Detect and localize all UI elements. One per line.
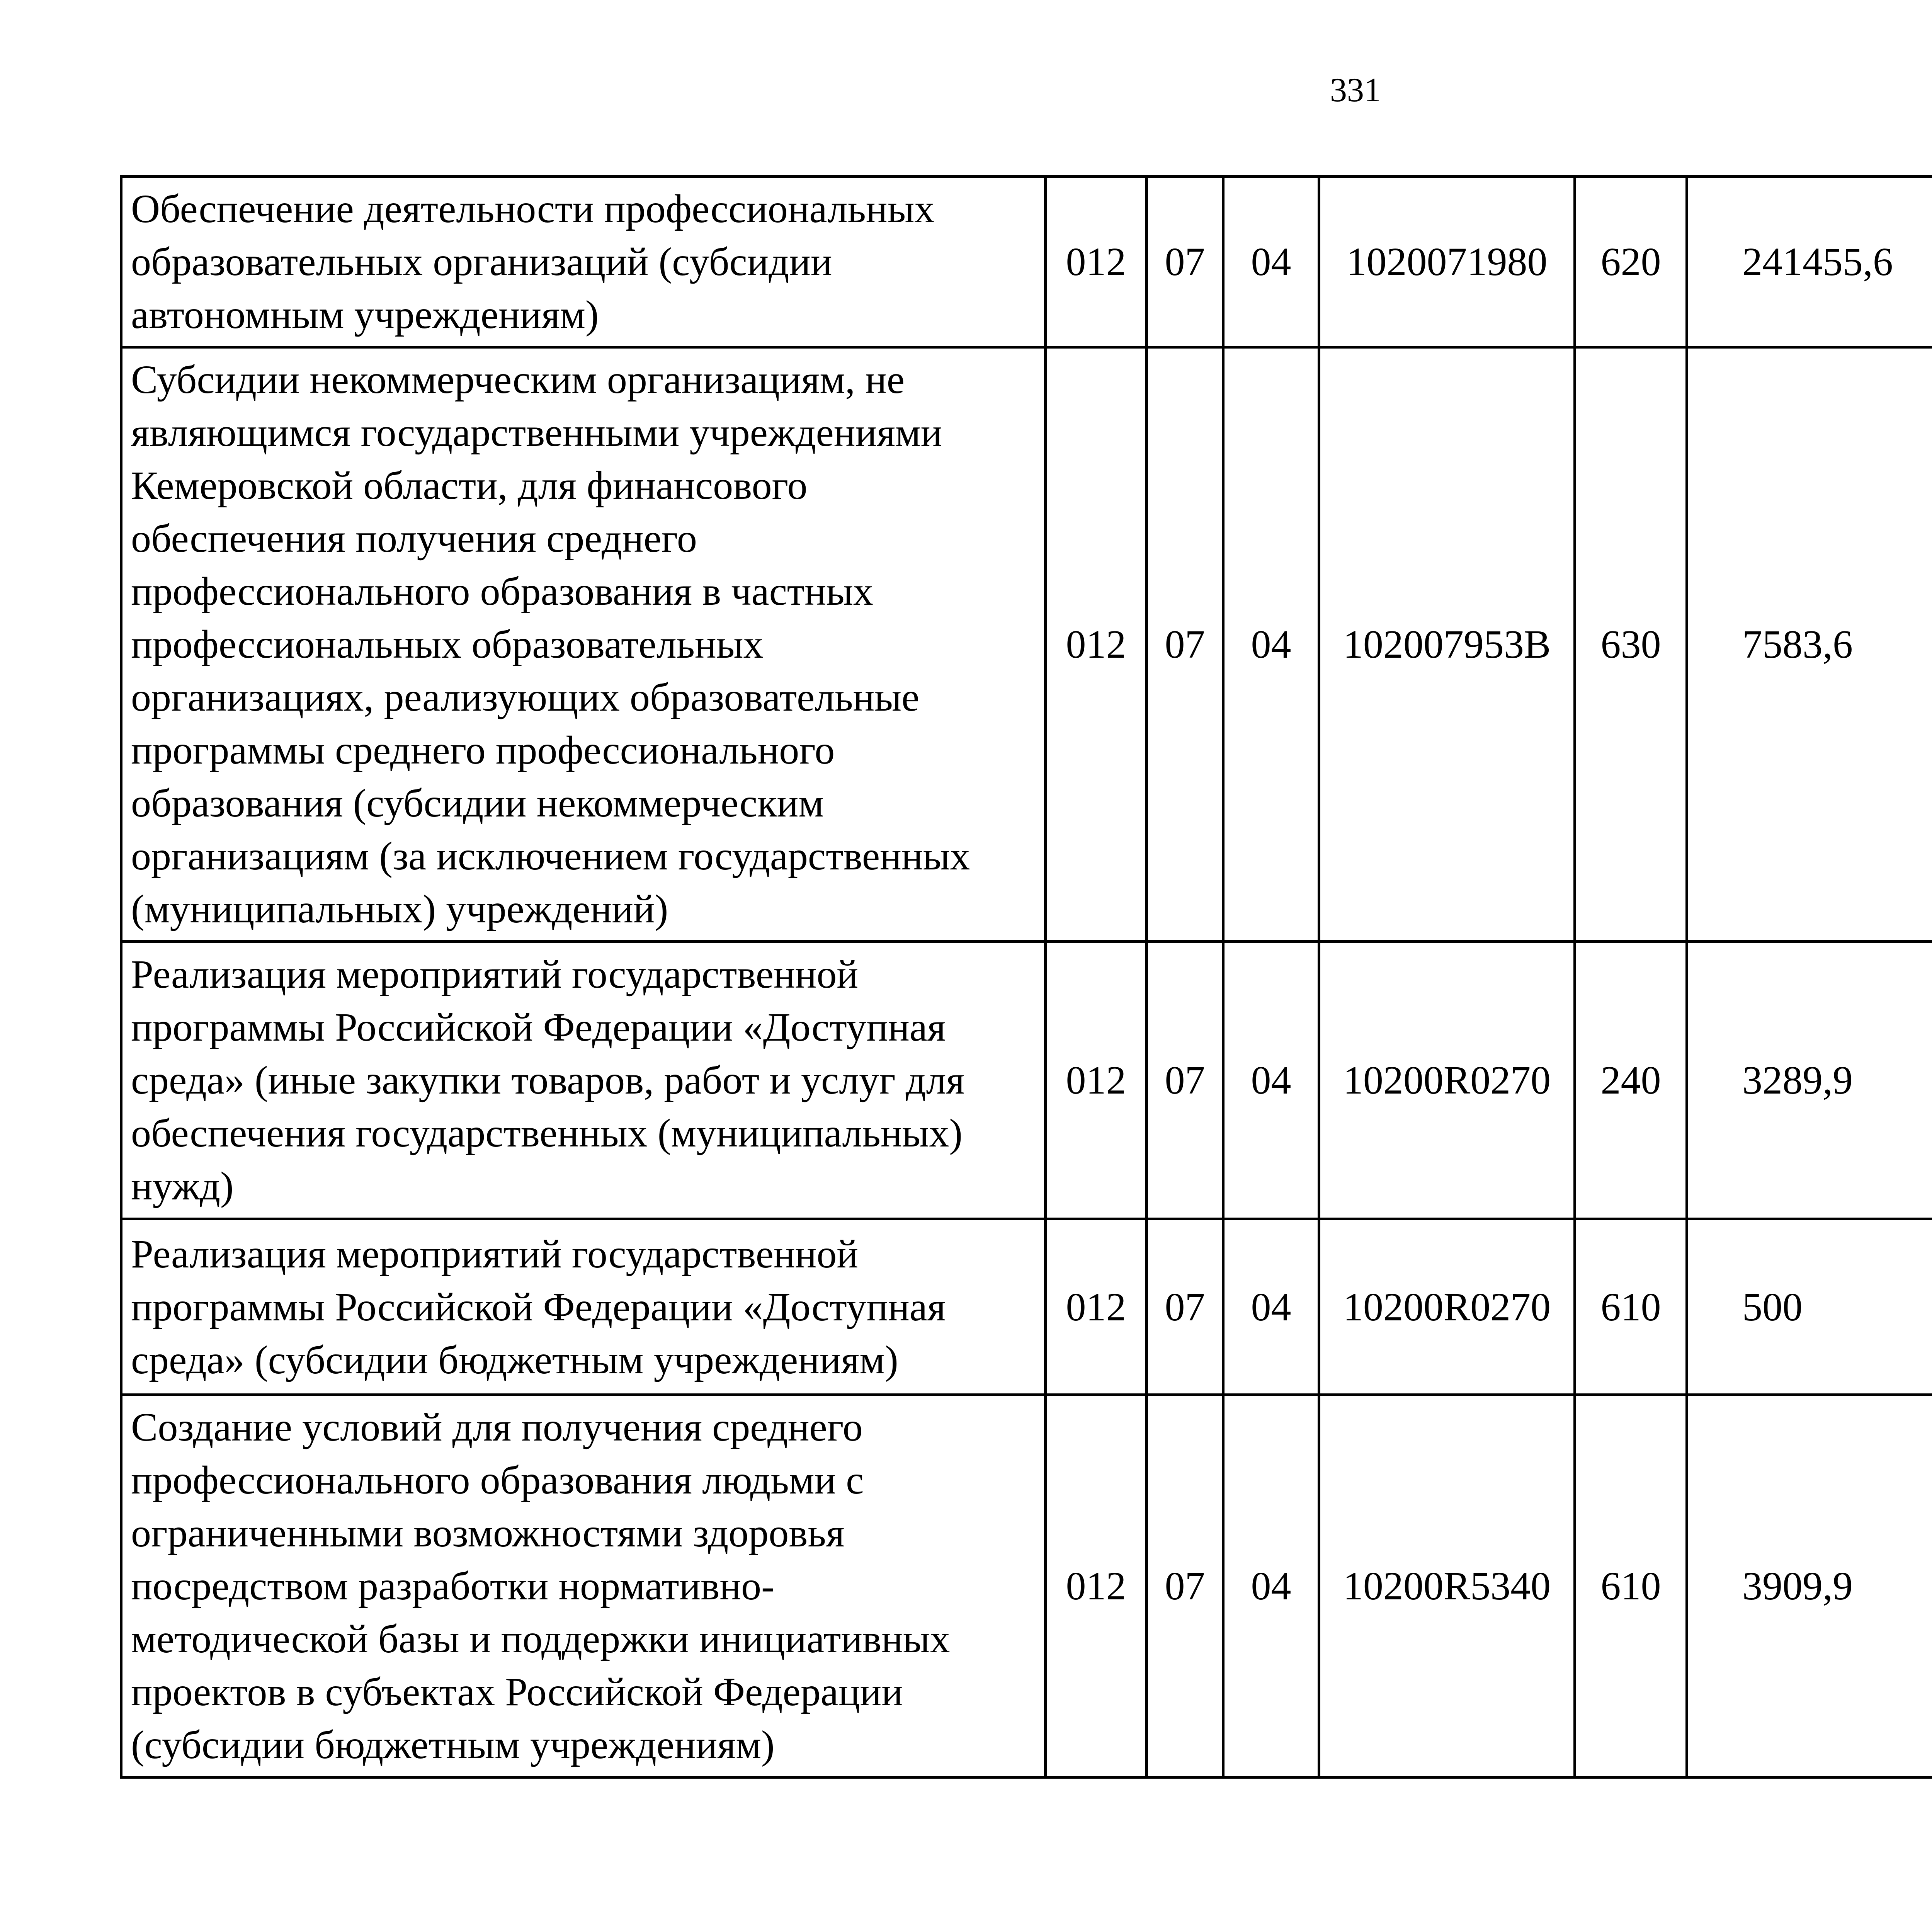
target-article-code: 10200R5340: [1319, 1395, 1575, 1778]
amount-year-1: 3289,9: [1687, 942, 1932, 1219]
target-article-code: 10200R0270: [1319, 942, 1575, 1219]
subsection-code: 04: [1223, 177, 1319, 347]
table-row: [121, 942, 1932, 1219]
description-line: Обеспечение деятельности профессиональных: [131, 187, 935, 231]
description-line: Создание условий для получения среднего: [131, 1405, 863, 1449]
description-line: организациях, реализующих образовательные: [131, 675, 920, 720]
description-line: (муниципальных) учреждений): [131, 887, 668, 931]
description-line: программы Российской Федерации «Доступная: [131, 1284, 946, 1329]
description-line: Кемеровской области, для финансового: [131, 463, 808, 508]
amount-year-1: 7583,6: [1687, 347, 1932, 942]
description-line: Реализация мероприятий государственной: [131, 952, 859, 997]
ministry-code: 012: [1046, 942, 1147, 1219]
description-line: образования (субсидии некоммерческим: [131, 781, 824, 825]
amount-year-1: 241455,6: [1687, 177, 1932, 347]
section-code: 07: [1147, 1395, 1223, 1778]
description-line: образовательных организаций (субсидии: [131, 240, 832, 284]
description-line: программы Российской Федерации «Доступная: [131, 1005, 946, 1050]
row-description: [121, 1395, 1046, 1778]
table-row: [121, 1395, 1932, 1778]
amount-year-1: 500: [1687, 1219, 1932, 1395]
description-line: Субсидии некоммерческим организациям, не: [131, 357, 905, 402]
description-line: проектов в субъектах Российской Федерации: [131, 1670, 903, 1714]
section-code: 07: [1147, 1219, 1223, 1395]
ministry-code: 012: [1046, 347, 1147, 942]
row-description: [121, 942, 1046, 1219]
target-article-code: 1020071980: [1319, 177, 1575, 347]
expense-type-code: 620: [1575, 177, 1687, 347]
description-line: среда» (субсидии бюджетным учреждениям): [131, 1337, 898, 1382]
subsection-code: 04: [1223, 1219, 1319, 1395]
section-code: 07: [1147, 347, 1223, 942]
expense-type-code: 610: [1575, 1395, 1687, 1778]
row-description: [121, 347, 1046, 942]
section-code: 07: [1147, 942, 1223, 1219]
subsection-code: 04: [1223, 1395, 1319, 1778]
budget-table: [120, 175, 1932, 1779]
description-line: (субсидии бюджетным учреждениям): [131, 1723, 775, 1767]
description-line: методической базы и поддержки инициативных: [131, 1617, 950, 1661]
description-line: программы среднего профессионального: [131, 728, 835, 772]
ministry-code: 012: [1046, 177, 1147, 347]
target-article-code: 10200R0270: [1319, 1219, 1575, 1395]
expense-type-code: 630: [1575, 347, 1687, 942]
row-description: [121, 1219, 1046, 1395]
table-row: [121, 1219, 1932, 1395]
subsection-code: 04: [1223, 347, 1319, 942]
description-line: Реализация мероприятий государственной: [131, 1232, 859, 1276]
expense-type-code: 610: [1575, 1219, 1687, 1395]
subsection-code: 04: [1223, 942, 1319, 1219]
description-line: посредством разработки нормативно-: [131, 1564, 775, 1608]
description-line: профессионального образования в частных: [131, 569, 873, 614]
table-row: [121, 347, 1932, 942]
target-article-code: 102007953В: [1319, 347, 1575, 942]
row-description: [121, 177, 1046, 347]
description-line: ограниченными возможностями здоровья: [131, 1511, 845, 1555]
section-code: 07: [1147, 177, 1223, 347]
description-line: среда» (иные закупки товаров, работ и услуг для: [131, 1058, 965, 1102]
page-number: 331: [1330, 71, 1381, 109]
expense-type-code: 240: [1575, 942, 1687, 1219]
description-line: профессионального образования людьми с: [131, 1458, 864, 1502]
ministry-code: 012: [1046, 1395, 1147, 1778]
description-line: организациям (за исключением государственных: [131, 834, 970, 878]
amount-year-1: 3909,9: [1687, 1395, 1932, 1778]
description-line: автономным учреждениям): [131, 293, 599, 337]
description-line: обеспечения получения среднего: [131, 516, 697, 561]
description-line: являющимся государственными учреждениями: [131, 410, 942, 455]
table-row: [121, 177, 1932, 347]
description-line: нужд): [131, 1164, 234, 1208]
description-line: обеспечения государственных (муниципальных): [131, 1111, 963, 1155]
description-line: профессиональных образовательных: [131, 622, 764, 667]
ministry-code: 012: [1046, 1219, 1147, 1395]
